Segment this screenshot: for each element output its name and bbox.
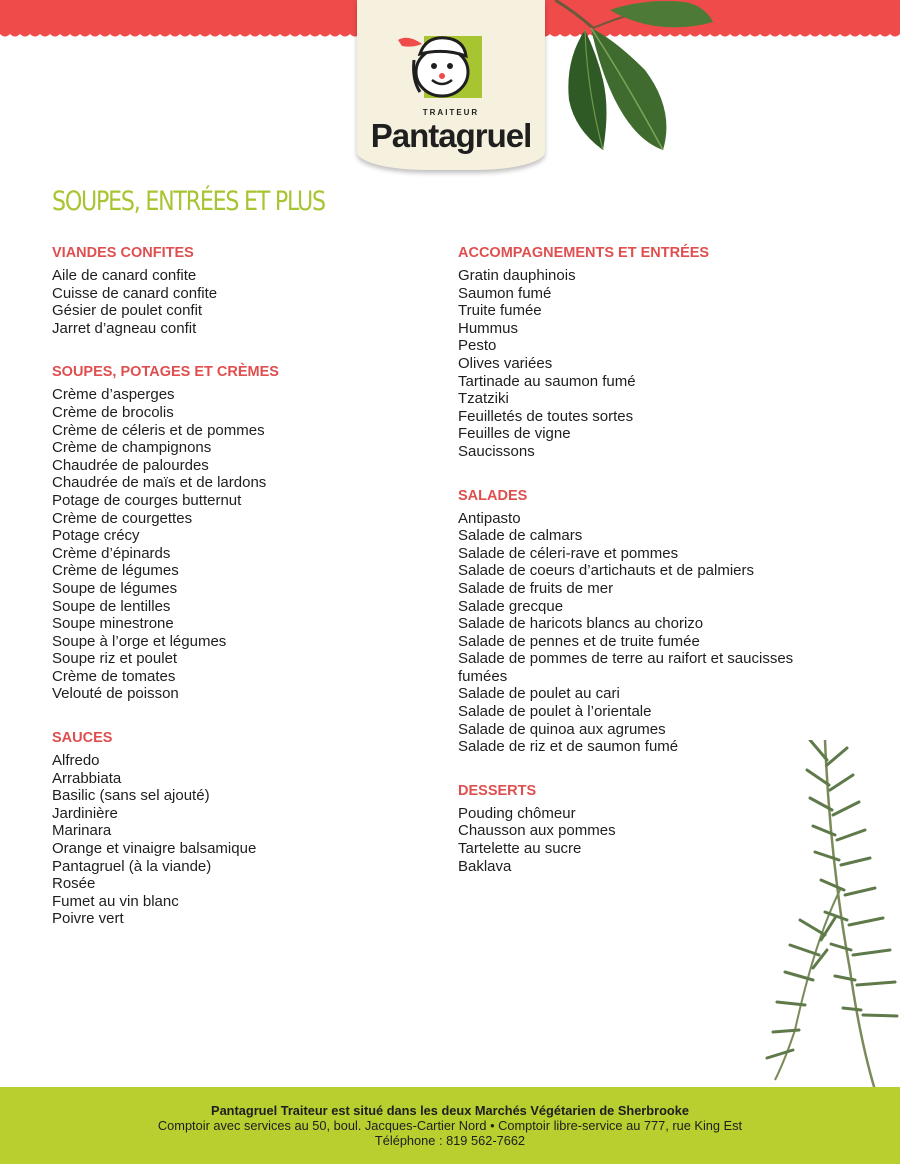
menu-item: Poivre vert	[52, 910, 124, 928]
footer-location: Pantagruel Traiteur est situé dans les deux Marchés Végétarien de Sherbrooke	[211, 1103, 689, 1118]
menu-item: Soupe minestrone	[52, 615, 174, 633]
logo-name: Pantagruel	[370, 117, 532, 154]
menu-item: Salade de pommes de terre au raifort et saucisses fumées	[458, 650, 794, 685]
menu-item: Crème de courgettes	[52, 509, 193, 527]
menu-item: Potage crécy	[52, 527, 140, 545]
bay-leaves-icon	[555, 0, 715, 160]
menu-item: Pantagruel (à la viande)	[52, 857, 212, 875]
menu-section	[458, 245, 828, 461]
menu-item: Orange et vinaigre balsamique	[52, 840, 257, 858]
menu-item-list	[52, 267, 432, 337]
menu-item: Gésier de poulet confit	[52, 302, 203, 320]
left-column	[52, 245, 432, 955]
menu-item: Tartelette au sucre	[458, 840, 582, 858]
menu-item: Salade grecque	[458, 597, 564, 615]
page-title: SOUPES, ENTRÉES ET PLUS	[52, 186, 325, 217]
chef-mascot-icon	[394, 30, 488, 106]
menu-item-list	[458, 267, 828, 461]
menu-item: Soupe riz et poulet	[52, 650, 178, 668]
menu-item: Velouté de poisson	[52, 685, 179, 703]
menu-item: Salade de céleri-rave et pommes	[458, 544, 679, 562]
menu-item: Salade de fruits de mer	[458, 579, 614, 597]
menu-item: Salade de poulet au cari	[458, 685, 620, 703]
logo-subtitle: TRAITEUR	[422, 108, 480, 117]
menu-item: Potage de courges butternut	[52, 491, 242, 509]
menu-item: Salade de calmars	[458, 527, 583, 545]
menu-item: Pesto	[458, 337, 497, 355]
menu-item: Salade de pennes et de truite fumée	[458, 632, 700, 650]
menu-item: Baklava	[458, 857, 512, 875]
menu-item-list	[52, 752, 432, 928]
section-heading: SAUCES	[52, 730, 113, 747]
menu-item: Crème de tomates	[52, 667, 176, 685]
menu-item: Rosée	[52, 875, 96, 893]
menu-section	[458, 488, 828, 756]
section-heading: SALADES	[458, 487, 528, 504]
menu-item-list	[458, 510, 828, 756]
menu-item-list	[52, 386, 432, 703]
menu-item: Crème de légumes	[52, 562, 179, 580]
menu-item: Salade de poulet à l’orientale	[458, 703, 652, 721]
menu-item: Chaudrée de palourdes	[52, 456, 209, 474]
menu-item: Gratin dauphinois	[458, 267, 576, 284]
menu-item: Tzatziki	[458, 390, 509, 408]
menu-item: Feuilles de vigne	[458, 425, 571, 443]
menu-item: Pouding chômeur	[458, 804, 576, 822]
menu-item: Antipasto	[458, 509, 521, 527]
menu-item: Crème de champignons	[52, 439, 212, 457]
menu-item: Truite fumée	[458, 302, 542, 320]
menu-item: Saumon fumé	[458, 284, 552, 302]
footer-addresses: Comptoir avec services au 50, boul. Jacques-Cartier Nord • Comptoir libre-service au 777, rue King Est	[157, 1118, 743, 1133]
menu-item: Crème d’asperges	[52, 386, 175, 404]
menu-item: Salade de coeurs d’artichauts et de palmiers	[458, 562, 755, 580]
menu-item: Cuisse de canard confite	[52, 284, 218, 302]
menu-item: Jarret d’agneau confit	[52, 319, 197, 337]
menu-item: Alfredo	[52, 752, 100, 770]
menu-item: Jardinière	[52, 804, 118, 822]
section-heading: ACCOMPAGNEMENTS ET ENTRÉES	[458, 245, 710, 261]
menu-item: Marinara	[52, 822, 112, 840]
menu-item: Olives variées	[458, 354, 553, 372]
footer-phone: Téléphone : 819 562-7662	[374, 1133, 526, 1148]
menu-item: Crème de céleris et de pommes	[52, 421, 265, 439]
menu-item: Crème de brocolis	[52, 403, 174, 421]
logo-card	[357, 0, 545, 170]
footer	[0, 1087, 900, 1164]
menu-item: Fumet au vin blanc	[52, 892, 179, 910]
rosemary-sprig-icon	[755, 740, 900, 1090]
menu-item: Basilic (sans sel ajouté)	[52, 787, 210, 805]
menu-item: Hummus	[458, 319, 519, 337]
menu-section	[52, 245, 432, 337]
menu-item: Feuilletés de toutes sortes	[458, 407, 634, 425]
menu-section	[52, 730, 432, 928]
menu-item: Salade de quinoa aux agrumes	[458, 720, 666, 738]
menu-item: Soupe de légumes	[52, 579, 178, 597]
section-heading: SOUPES, POTAGES ET CRÈMES	[52, 364, 279, 381]
menu-item: Soupe à l’orge et légumes	[52, 632, 227, 650]
menu-item: Soupe de lentilles	[52, 597, 171, 615]
menu-item: Tartinade au saumon fumé	[458, 372, 636, 390]
section-heading: VIANDES CONFITES	[52, 245, 194, 261]
section-heading: DESSERTS	[458, 782, 537, 799]
menu-item: Saucissons	[458, 442, 535, 460]
menu-item: Aile de canard confite	[52, 267, 197, 284]
menu-item: Chaudrée de maïs et de lardons	[52, 474, 267, 492]
menu-item: Crème d’épinards	[52, 544, 171, 562]
menu-section	[52, 364, 432, 703]
menu-item: Salade de haricots blancs au chorizo	[458, 615, 704, 633]
menu-item: Arrabbiata	[52, 769, 122, 787]
menu-item: Chausson aux pommes	[458, 822, 616, 840]
menu-item: Salade de riz et de saumon fumé	[458, 738, 679, 756]
